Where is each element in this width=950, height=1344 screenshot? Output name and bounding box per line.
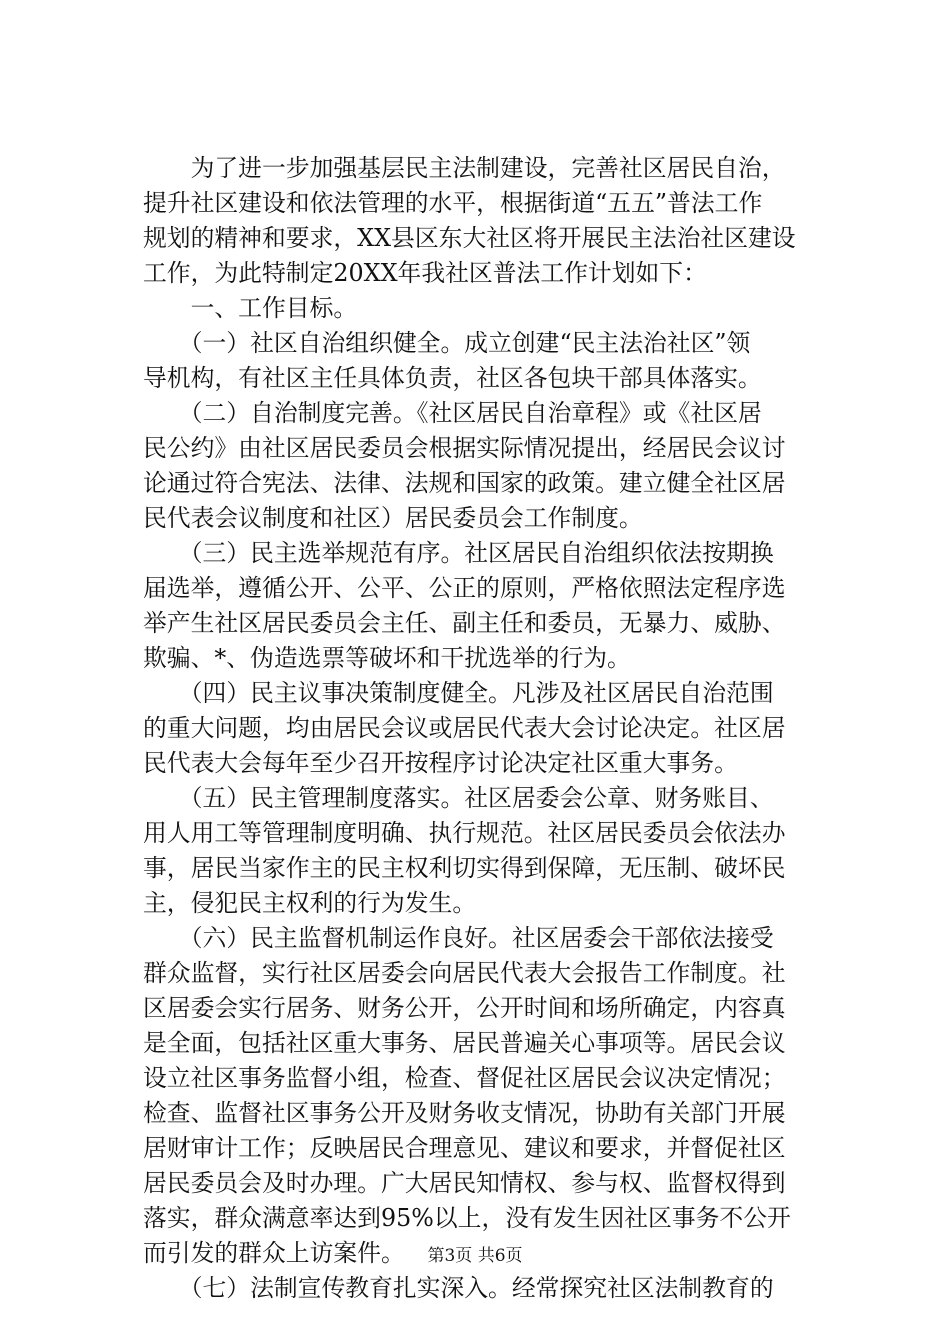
text-line: 工作，为此特制定20XX年我社区普法工作计划如下： xyxy=(143,259,707,287)
text-line: 是全面，包括社区重大事务、居民普遍关心事项等。居民会议 xyxy=(143,1029,786,1057)
text-line: 规划的精神和要求，XX县区东大社区将开展民主法治社区建设 xyxy=(143,224,796,252)
text-line: 检查、监督社区事务公开及财务收支情况，协助有关部门开展 xyxy=(143,1099,786,1127)
text-line: 民代表大会每年至少召开按程序讨论决定社区重大事务。 xyxy=(143,749,738,777)
text-line: 届选举，遵循公开、公平、公正的原则，严格依照法定程序选 xyxy=(143,574,786,602)
text-line: （四）民主议事决策制度健全。凡涉及社区居民自治范围 xyxy=(143,679,774,707)
page-number-footer: 第3页 共6页 xyxy=(427,1246,523,1266)
text-line: 导机构，有社区主任具体负责，社区各包块干部具体落实。 xyxy=(143,364,762,392)
text-line: 事，居民当家作主的民主权利切实得到保障，无压制、破坏民 xyxy=(143,854,786,882)
text-line: （七）法制宣传教育扎实深入。经常探究社区法制教育的 xyxy=(143,1274,774,1302)
text-line: 为了进一步加强基层民主法制建设，完善社区居民自治， xyxy=(143,154,786,182)
text-line: 民公约》由社区居民委员会根据实际情况提出，经居民会议讨 xyxy=(143,434,786,462)
text-line: （五）民主管理制度落实。社区居委会公章、财务账目、 xyxy=(143,784,774,812)
text-line: （三）民主选举规范有序。社区居民自治组织依法按期换 xyxy=(143,539,774,567)
text-line: 区居委会实行居务、财务公开，公开时间和场所确定，内容真 xyxy=(143,994,786,1022)
text-line: 居民委员会及时办理。广大居民知情权、参与权、监督权得到 xyxy=(143,1169,786,1197)
text-line: （二）自治制度完善。《社区居民自治章程》或《社区居 xyxy=(143,399,762,427)
text-line: （一）社区自治组织健全。成立创建“民主法治社区”领 xyxy=(143,329,751,357)
text-line: 群众监督，实行社区居委会向居民代表大会报告工作制度。社 xyxy=(143,959,786,987)
text-line: 设立社区事务监督小组，检查、督促社区居民会议决定情况； xyxy=(143,1064,786,1092)
text-line: 落实，群众满意率达到95%以上，没有发生因社区事务不公开 xyxy=(143,1204,791,1232)
text-line: 用人用工等管理制度明确、执行规范。社区居民委员会依法办 xyxy=(143,819,786,847)
text-line: 举产生社区居民委员会主任、副主任和委员，无暴力、威胁、 xyxy=(143,609,786,637)
text-line: （六）民主监督机制运作良好。社区居委会干部依法接受 xyxy=(143,924,774,952)
text-line: 提升社区建设和依法管理的水平，根据街道“五五”普法工作 xyxy=(143,189,763,217)
document-body xyxy=(143,151,833,1306)
text-line: 欺骗、*、伪造选票等破坏和干扰选举的行为。 xyxy=(143,644,631,672)
text-line: 论通过符合宪法、法律、法规和国家的政策。建立健全社区居 xyxy=(143,469,786,497)
section-heading: 一、工作目标。 xyxy=(143,294,358,322)
text-line: 主，侵犯民主权利的行为发生。 xyxy=(143,889,477,917)
text-line: 的重大问题，均由居民会议或居民代表大会讨论决定。社区居 xyxy=(143,714,786,742)
text-line: 而引发的群众上访案件。 xyxy=(143,1239,405,1267)
text-line: 民代表会议制度和社区）居民委员会工作制度。 xyxy=(143,504,643,532)
text-line: 居财审计工作；反映居民合理意见、建议和要求，并督促社区 xyxy=(143,1134,786,1162)
